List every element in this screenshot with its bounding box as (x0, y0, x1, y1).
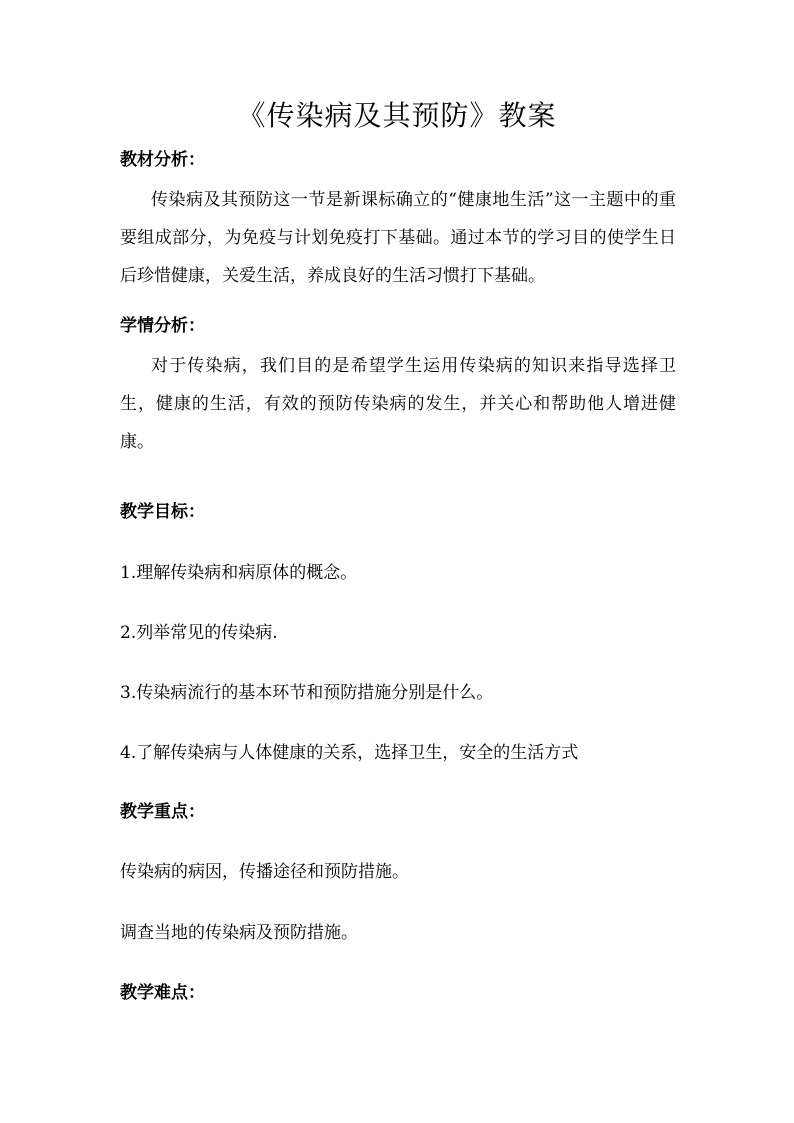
section-heading-difficulties: 教学难点： (120, 983, 205, 1003)
objective-item-2: 2.列举常见的传染病. (120, 623, 278, 643)
key-point-item-1: 传染病的病因，传播途径和预防措施。 (120, 862, 409, 882)
objective-item-1: 1.理解传染病和病原体的概念。 (120, 563, 358, 583)
section-heading-objectives: 教学目标： (120, 502, 205, 522)
objective-item-3: 3.传染病流行的基本环节和预防措施分别是什么。 (120, 683, 494, 703)
objective-item-4: 4.了解传染病与人体健康的关系，选择卫生，安全的生活方式 (120, 743, 579, 763)
section-heading-student-analysis: 学情分析： (120, 316, 205, 336)
section-heading-material-analysis: 教材分析： (120, 150, 205, 170)
document-title: 《传染病及其预防》教案 (237, 99, 557, 132)
key-point-item-2: 调查当地的传染病及预防措施。 (120, 923, 358, 943)
section-heading-key-points: 教学重点： (120, 802, 205, 822)
paragraph-material-analysis: 传染病及其预防这一节是新课标确立的“健康地生活”这一主题中的重要组成部分，为免疫与计划免疫打下基础。通过本节的学习目的使学生日后珍惜健康，关爱生活，养成良好的生活习惯打下基础。 (120, 190, 676, 286)
paragraph-student-analysis: 对于传染病，我们目的是希望学生运用传染病的知识来指导选择卫生，健康的生活，有效的预防传染病的发生，并关心和帮助他人增进健康。 (120, 356, 676, 452)
